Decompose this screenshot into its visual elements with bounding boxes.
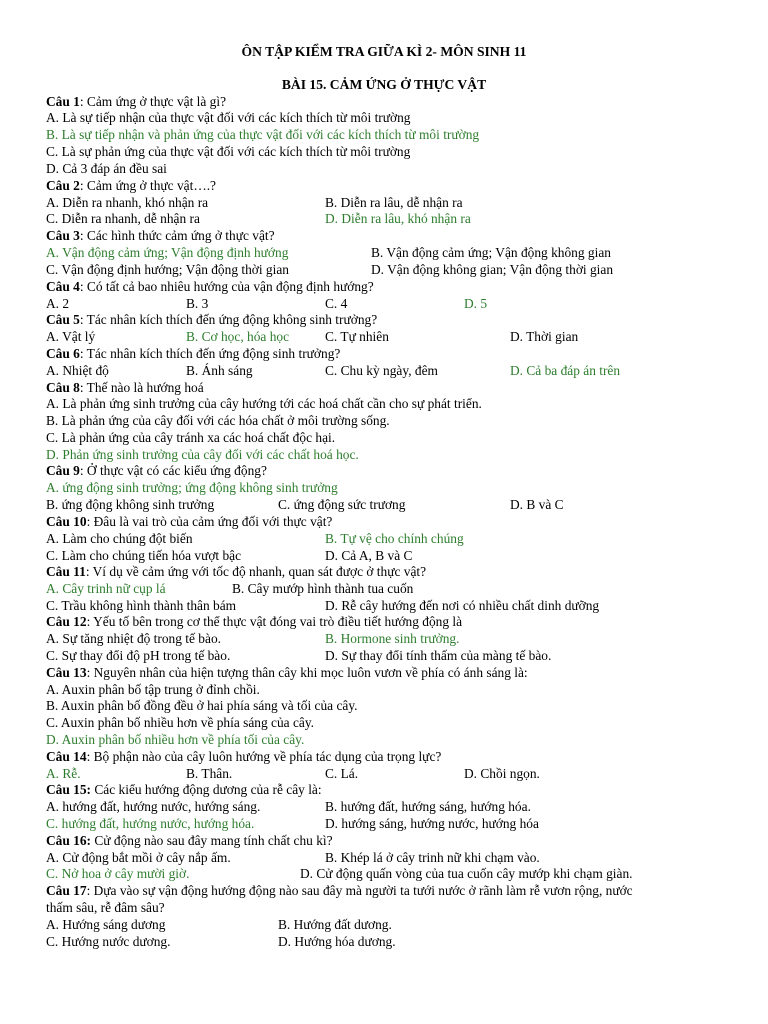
q6-option-d-answer: D. Cả ba đáp án trên: [510, 363, 621, 378]
q9-option-d: D. B và C: [510, 497, 564, 512]
question-text: : Cảm ứng ở thực vật….?: [79, 178, 216, 193]
question-5: [46, 312, 377, 329]
q13-option-a: A. Auxin phân bố tập trung ở đỉnh chồi.: [46, 682, 260, 697]
question-text: : Đâu là vai trò của cảm ứng đối với thực vật?: [86, 514, 333, 529]
question-label: Câu 16:: [46, 833, 92, 848]
q17-option-a: A. Hướng sáng dương: [46, 917, 166, 932]
question-label: Câu 5: [46, 312, 80, 327]
q4-option-a: A. 2: [46, 296, 70, 311]
question-4: [46, 279, 374, 296]
question-text: : Dựa vào sự vận động hướng động nào sau đây mà người ta tưới nước ở rãnh làm rễ vươn rộng, nước: [86, 883, 633, 898]
question-label: Câu 14: [46, 749, 87, 764]
question-17: [46, 883, 633, 900]
question-label: Câu 1: [46, 94, 80, 109]
question-text: Cử động nào sau đây mang tính chất chu kì?: [91, 833, 333, 848]
q16-option-a: A. Cử động bắt mồi ở cây nắp ấm.: [46, 850, 231, 865]
question-label: Câu 15:: [46, 782, 92, 797]
q6-option-c: C. Chu kỳ ngày, đêm: [325, 363, 438, 378]
question-label: Câu 2: [46, 178, 80, 193]
q15-option-a: A. hướng đất, hướng nước, hướng sáng.: [46, 799, 261, 814]
q3-option-d: D. Vận động không gian; Vận động thời gian: [371, 262, 614, 277]
q2-option-b: B. Diễn ra lâu, dễ nhận ra: [325, 195, 463, 210]
q2-option-d-answer: D. Diễn ra lâu, khó nhận ra: [325, 211, 471, 226]
q11-option-b: B. Cây mướp hình thành tua cuốn: [232, 581, 414, 596]
q3-option-c: C. Vận động định hướng; Vận động thời gian: [46, 262, 289, 277]
question-2: [46, 178, 216, 195]
q13-option-c: C. Auxin phân bố nhiều hơn về phía sáng của cây.: [46, 715, 315, 730]
q12-option-a: A. Sự tăng nhiệt độ trong tế bào.: [46, 631, 221, 646]
question-10: [46, 514, 332, 531]
q11-option-c: C. Trầu không hình thành thân bám: [46, 598, 237, 613]
q3-option-a-answer: A. Vận động cảm ứng; Vận động định hướng: [46, 245, 289, 260]
q5-option-c: C. Tự nhiên: [325, 329, 389, 344]
q9-option-a-answer: A. ứng động sinh trưởng; ứng động không sinh trưởng: [46, 480, 338, 495]
q5-option-a: A. Vật lý: [46, 329, 96, 344]
q3-option-b: B. Vận động cảm ứng; Vận động không gian: [371, 245, 611, 260]
q10-option-b-answer: B. Tự vệ cho chính chúng: [325, 531, 464, 546]
question-8: [46, 380, 204, 397]
question-1: [46, 94, 226, 111]
q11-option-a-answer: A. Cây trinh nữ cụp lá: [46, 581, 166, 596]
question-17-continuation: thấm sâu, rễ đâm sâu?: [46, 900, 165, 915]
question-text: : Thế nào là hướng hoá: [79, 380, 204, 395]
q13-option-b: B. Auxin phân bố đồng đều ở hai phía sáng và tối của cây.: [46, 698, 358, 713]
q16-option-b: B. Khép lá ở cây trinh nữ khi chạm vào.: [325, 850, 540, 865]
question-label: Câu 17: [46, 883, 87, 898]
question-text: : Yếu tố bên trong cơ thể thực vật đóng vai trò điều tiết hướng động là: [86, 614, 463, 629]
question-label: Câu 13: [46, 665, 87, 680]
q12-option-b-answer: B. Hormone sinh trưởng.: [325, 631, 460, 646]
q16-option-d: D. Cử động quấn vòng của tua cuốn cây mướp khi chạm giàn.: [300, 866, 633, 881]
question-16: [46, 833, 333, 850]
q2-option-c: C. Diễn ra nhanh, dễ nhận ra: [46, 211, 200, 226]
document-title: ÔN TẬP KIỂM TRA GIỮA KÌ 2- MÔN SINH 11: [241, 44, 527, 59]
question-13: [46, 665, 528, 682]
q8-option-a: A. Là phản ứng sinh trưởng của cây hướng tới các hoá chất cần cho sự phát triển.: [46, 396, 482, 411]
q17-option-b: B. Hướng đất dương.: [278, 917, 392, 932]
q10-option-d: D. Cả A, B và C: [325, 548, 413, 563]
q1-option-a: A. Là sự tiếp nhận của thực vật đối với các kích thích từ môi trường: [46, 110, 411, 125]
q6-option-b: B. Ánh sáng: [186, 363, 253, 378]
q1-option-b-answer: B. Là sự tiếp nhận và phản ứng của thực vật đối với các kích thích từ môi trường: [46, 127, 480, 142]
question-label: Câu 10: [46, 514, 87, 529]
q15-option-b: B. hướng đất, hướng sáng, hướng hóa.: [325, 799, 531, 814]
question-text: : Tác nhân kích thích đến ứng động sinh trưởng?: [79, 346, 341, 361]
q9-option-c: C. ứng động sức trương: [278, 497, 406, 512]
question-label: Câu 4: [46, 279, 80, 294]
q4-option-c: C. 4: [325, 296, 348, 311]
question-text: Các kiểu hướng động dương của rễ cây là:: [91, 782, 322, 797]
question-text: : Tác nhân kích thích đến ứng động không sinh trưởng?: [79, 312, 378, 327]
q12-option-c: C. Sự thay đổi độ pH trong tế bào.: [46, 648, 231, 663]
question-6: [46, 346, 340, 363]
question-text: : Ví dụ về cảm ứng với tốc độ nhanh, quan sát được ở thực vật?: [85, 564, 427, 579]
question-text: : Ở thực vật có các kiểu ứng động?: [79, 463, 267, 478]
q2-option-a: A. Diễn ra nhanh, khó nhận ra: [46, 195, 209, 210]
q14-option-c: C. Lá.: [325, 766, 359, 781]
question-9: [46, 463, 267, 480]
question-label: Câu 9: [46, 463, 80, 478]
question-text: : Bộ phận nào của cây luôn hướng về phía tác dụng của trọng lực?: [86, 749, 442, 764]
question-text: : Cảm ứng ở thực vật là gì?: [79, 94, 227, 109]
question-3: [46, 228, 275, 245]
q9-option-b: B. ứng động không sinh trưởng: [46, 497, 215, 512]
question-12: [46, 614, 462, 631]
q4-option-d-answer: D. 5: [464, 296, 488, 311]
q10-option-c: C. Làm cho chúng tiến hóa vượt bậc: [46, 548, 242, 563]
q5-option-d: D. Thời gian: [510, 329, 579, 344]
question-label: Câu 12: [46, 614, 87, 629]
q17-option-c: C. Hướng nước dương.: [46, 934, 171, 949]
question-label: Câu 3: [46, 228, 80, 243]
lesson-title: BÀI 15. CẢM ỨNG Ở THỰC VẬT: [281, 77, 487, 92]
q15-option-c-answer: C. hướng đất, hướng nước, hướng hóa.: [46, 816, 255, 831]
q6-option-a: A. Nhiệt độ: [46, 363, 109, 378]
q16-option-c-answer: C. Nở hoa ở cây mười giờ.: [46, 866, 190, 881]
q15-option-d: D. hướng sáng, hướng nước, hướng hóa: [325, 816, 539, 831]
question-text: : Nguyên nhân của hiện tượng thân cây khi mọc luôn vươn về phía có ánh sáng là:: [86, 665, 528, 680]
q14-option-b: B. Thân.: [186, 766, 233, 781]
q12-option-d: D. Sự thay đổi tính thấm của màng tế bào.: [325, 648, 552, 663]
q13-option-d-answer: D. Auxin phân bố nhiều hơn về phía tối của cây.: [46, 732, 305, 747]
q1-option-c: C. Là sự phản ứng của thực vật đối với các kích thích từ môi trường: [46, 144, 411, 159]
q8-option-b: B. Là phản ứng của cây đối với các hóa chất ở môi trường sống.: [46, 413, 390, 428]
question-text: : Có tất cả bao nhiêu hướng của vận động định hướng?: [79, 279, 374, 294]
q8-option-c: C. Là phản ứng của cây tránh xa các hoá chất độc hại.: [46, 430, 336, 445]
question-label: Câu 6: [46, 346, 80, 361]
q11-option-d: D. Rễ cây hướng đến nơi có nhiều chất dinh dưỡng: [325, 598, 600, 613]
question-14: [46, 749, 441, 766]
question-15: [46, 782, 322, 799]
q10-option-a: A. Làm cho chúng đột biến: [46, 531, 193, 546]
q14-option-d: D. Chồi ngọn.: [464, 766, 540, 781]
question-text: : Các hình thức cảm ứng ở thực vật?: [79, 228, 275, 243]
question-label: Câu 8: [46, 380, 80, 395]
question-label: Câu 11: [46, 564, 86, 579]
q1-option-d: D. Cả 3 đáp án đều sai: [46, 161, 167, 176]
question-11: [46, 564, 426, 581]
q8-option-d-answer: D. Phản ứng sinh trưởng của cây đối với các chất hoá học.: [46, 447, 359, 462]
q14-option-a-answer: A. Rễ.: [46, 766, 81, 781]
q4-option-b: B. 3: [186, 296, 209, 311]
q5-option-b-answer: B. Cơ học, hóa học: [186, 329, 290, 344]
q17-option-d: D. Hướng hóa dương.: [278, 934, 396, 949]
